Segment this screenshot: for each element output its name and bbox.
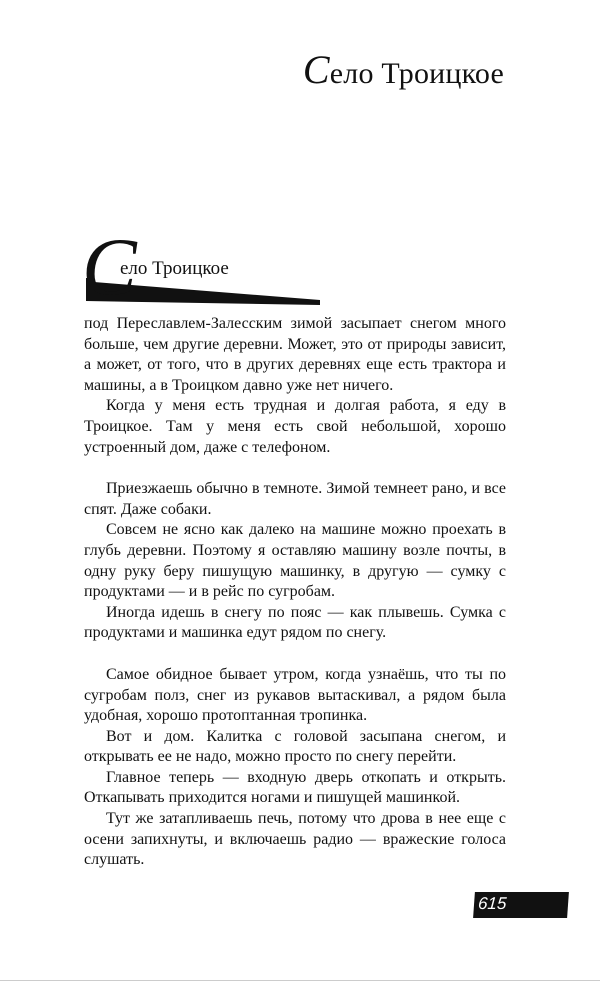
paragraph-2: Когда у меня есть трудная и долгая работа, я еду в Троицкое. Там у меня есть свой небольшой, хорошо устроенный дом, даже с телефоном.: [84, 397, 506, 456]
paragraph-9: Тут же затапливаешь печь, потому что дрова в нее еще с осени запихнуты, и включаешь радио — вражеские голоса слушать.: [84, 810, 506, 869]
running-header: [303, 46, 504, 93]
paragraph-7: Вот и дом. Калитка с головой засыпана снегом, и открывать ее не надо, можно просто по снегу перейти.: [84, 727, 506, 766]
paragraph-3: Приезжаешь обычно в темноте. Зимой темнеет рано, и все спят. Даже собаки.: [84, 480, 506, 518]
chapter-dropcap: С: [82, 221, 137, 312]
paragraph-8: Главное теперь — входную дверь откопать и открыть. Откапывать приходится ногами и пишущей машинкой.: [84, 768, 506, 807]
page-number-badge: [473, 892, 569, 918]
page-edge-line: [0, 980, 600, 981]
paragraph-6: Самое обидное бывает утром, когда узнаёшь, что ты по сугробам полз, снег из рукавов вытаскивал, а рядом была удобная, хорошо протоптанная тропинка.: [84, 665, 506, 725]
paragraph-4: Совсем не ясно как далеко на машине можно проехать в глубь деревни. Поэтому я оставляю машину возле почты, в одну руку беру пишущую машинку, в другую — сумку с продуктами — и в рейс по сугробам.: [84, 521, 506, 601]
page-number: 615: [477, 894, 508, 913]
paragraph-1: под Переславлем-Залесским зимой засыпает снегом много больше, чем другие деревни. Может, это от природы зависит, а может, от того, что в других деревнях еще есть трактора и машины, а в Троицком давно уже нет ничего.: [84, 315, 506, 394]
chapter-title-text: ело Троицкое: [120, 258, 229, 279]
running-header-initial: С: [302, 47, 330, 92]
paragraph-5: Иногда идешь в снегу по пояс — как плывешь. Сумка с продуктами и машинка едут рядом по снегу.: [84, 603, 506, 642]
body-text: [84, 314, 506, 871]
chapter-title: [82, 221, 324, 312]
running-header-text: ело Троицкое: [329, 57, 504, 90]
